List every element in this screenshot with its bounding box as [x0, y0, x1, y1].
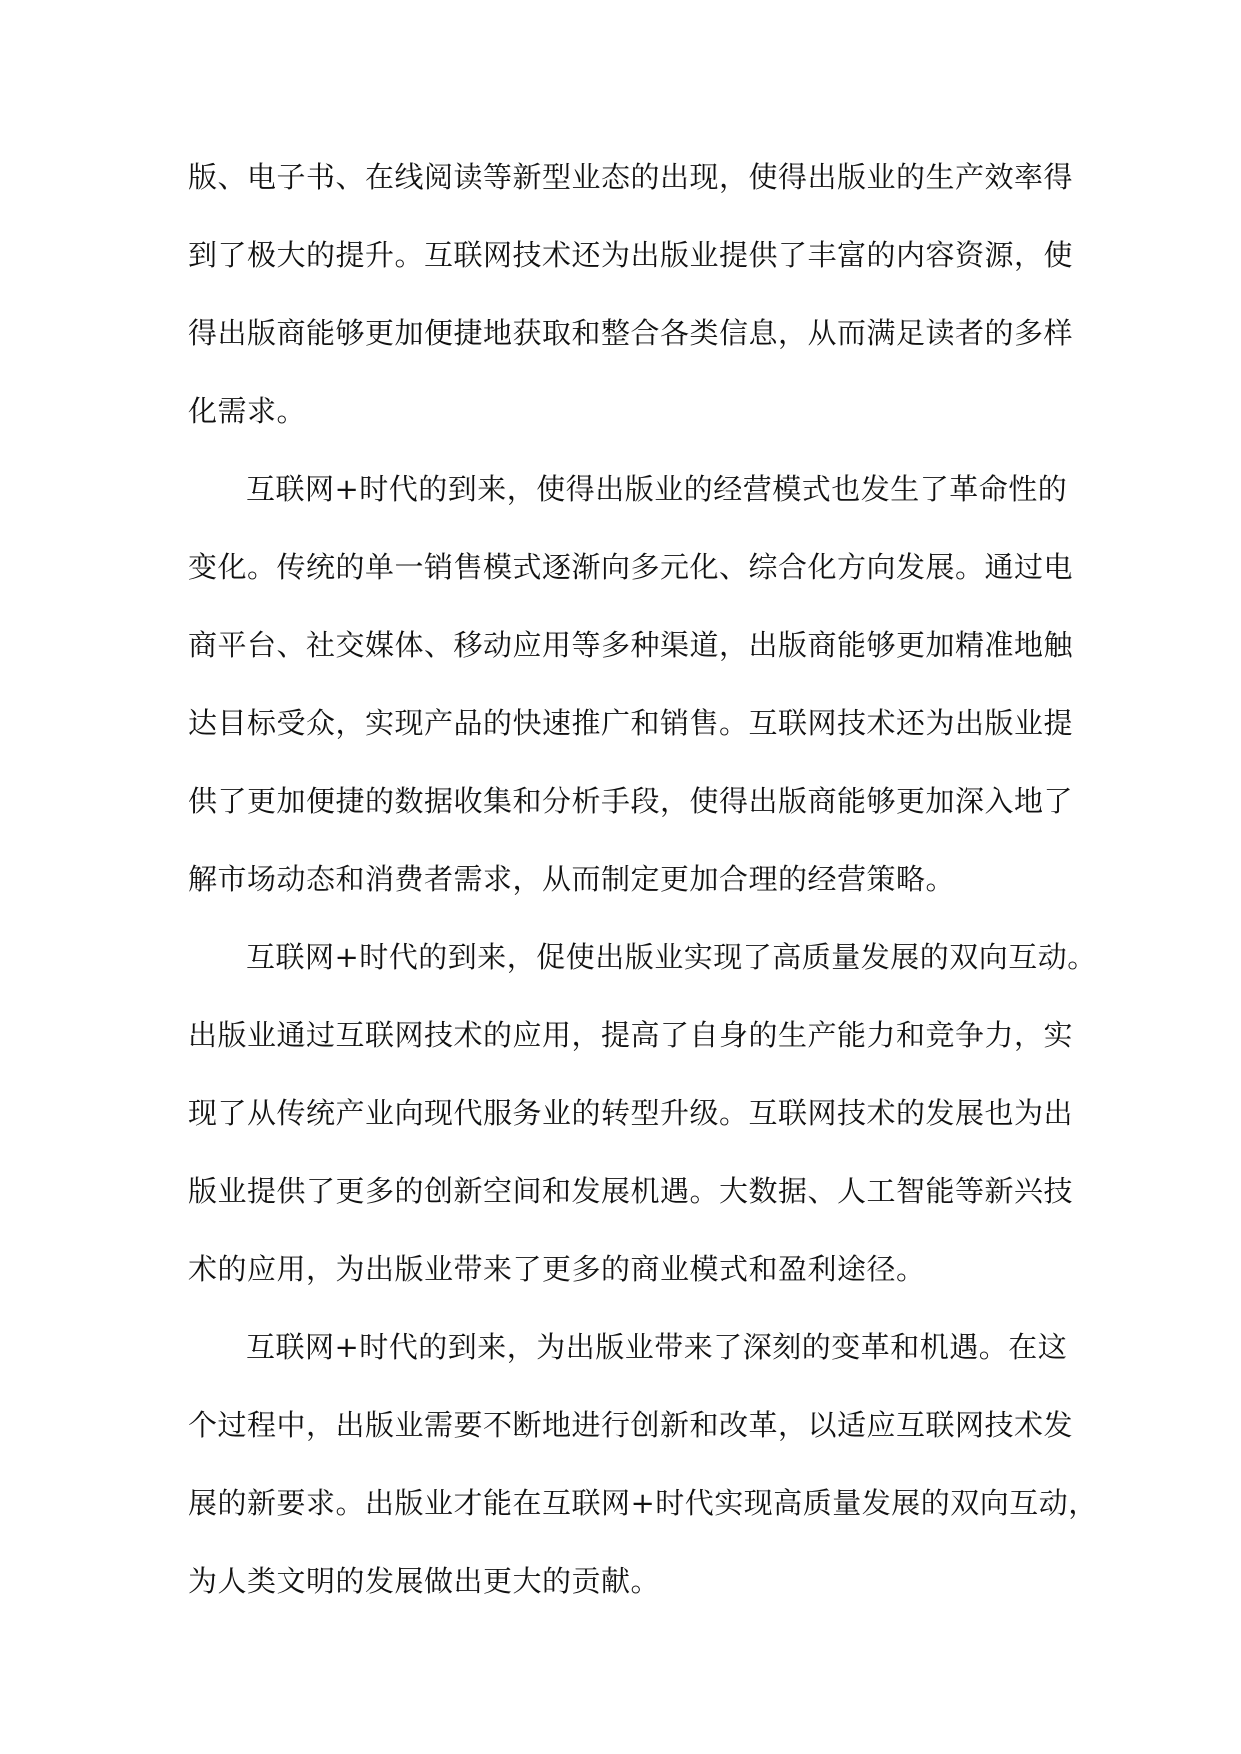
text-line: 商平台、社交媒体、移动应用等多种渠道，出版商能够更加精准地触 [188, 628, 1074, 662]
text-line: 为人类文明的发展做出更大的贡献。 [188, 1564, 661, 1598]
text-line: 供了更加便捷的数据收集和分析手段，使得出版商能够更加深入地了 [188, 784, 1074, 818]
text-line: 达目标受众，实现产品的快速推广和销售。互联网技术还为出版业提 [188, 706, 1074, 740]
text-line: 变化。传统的单一销售模式逐渐向多元化、综合化方向发展。通过电 [188, 550, 1074, 584]
text-line: 到了极大的提升。互联网技术还为出版业提供了丰富的内容资源，使 [188, 238, 1074, 272]
text-line: 个过程中，出版业需要不断地进行创新和改革，以适应互联网技术发 [188, 1408, 1074, 1442]
text-line: 展的新要求。出版业才能在互联网+时代实现高质量发展的双向互动， [188, 1486, 1098, 1520]
paragraph-first-line: 互联网+时代的到来，为出版业带来了深刻的变革和机遇。在这 [246, 1330, 1068, 1364]
paragraph-first-line: 互联网+时代的到来，促使出版业实现了高质量发展的双向互动。 [246, 940, 1097, 974]
text-line: 解市场动态和消费者需求，从而制定更加合理的经营策略。 [188, 862, 956, 896]
text-line: 现了从传统产业向现代服务业的转型升级。互联网技术的发展也为出 [188, 1096, 1074, 1130]
text-line: 版业提供了更多的创新空间和发展机遇。大数据、人工智能等新兴技 [188, 1174, 1074, 1208]
text-line: 化需求。 [188, 394, 307, 428]
text-line: 版、电子书、在线阅读等新型业态的出现，使得出版业的生产效率得 [188, 160, 1074, 194]
document-body [188, 138, 1098, 1620]
paragraph-first-line: 互联网+时代的到来，使得出版业的经营模式也发生了革命性的 [246, 472, 1068, 506]
text-line: 术的应用，为出版业带来了更多的商业模式和盈利途径。 [188, 1252, 926, 1286]
text-line: 得出版商能够更加便捷地获取和整合各类信息，从而满足读者的多样 [188, 316, 1074, 350]
text-line: 出版业通过互联网技术的应用，提高了自身的生产能力和竞争力，实 [188, 1018, 1074, 1052]
